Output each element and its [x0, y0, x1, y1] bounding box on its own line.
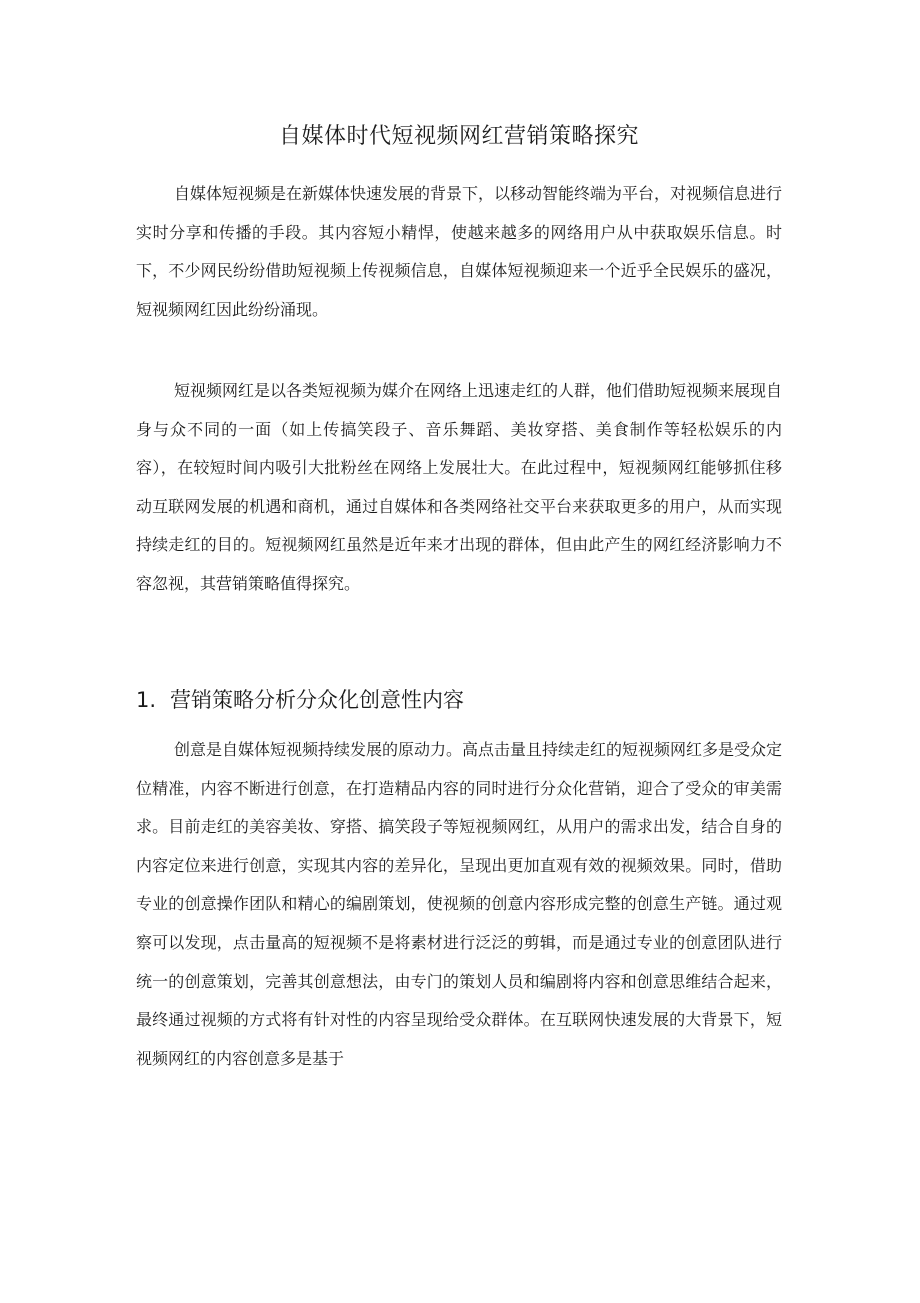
section-1-number: 1. [136, 688, 157, 712]
document-title: 自媒体时代短视频网红营销策略探究 [278, 124, 639, 149]
section-1-heading [136, 685, 782, 715]
intro-paragraph-1: 自媒体短视频是在新媒体快速发展的背景下，以移动智能终端为平台，对视频信息进行实时分享和传播的手段。其内容短小精悍，使越来越多的网络用户从中获取娱乐信息。时下，不少网民纷纷借助短视频上传视频信息，自媒体短视频迎来一个近乎全民娱乐的盛况，短视频网红因此纷纷涌现。 [136, 184, 783, 319]
intro-paragraph-2: 短视频网红是以各类短视频为媒介在网络上迅速走红的人群，他们借助短视频来展现自身与众不同的一面（如上传搞笑段子、音乐舞蹈、美妆穿搭、美食制作等轻松娱乐的内容），在较短时间内吸引大批粉丝在网络上发展壮大。在此过程中，短视频网红能够抓住移动互联网发展的机遇和商机，通过自媒体和各类网络社交平台来获取更多的用户，从而实现持续走红的目的。短视频网红虽然是近年来才出现的群体，但由此产生的网红经济影响力不容忽视，其营销策略值得探究。 [136, 381, 783, 593]
section-1-title: 营销策略分析分众化创意性内容 [170, 688, 464, 712]
section-1-paragraph: 创意是自媒体短视频持续发展的原动力。高点击量且持续走红的短视频网红多是受众定位精准，内容不断进行创意，在打造精品内容的同时进行分众化营销，迎合了受众的审美需求。目前走红的美容美妆、穿搭、搞笑段子等短视频网红，从用户的需求出发，结合自身的内容定位来进行创意，实现其内容的差异化，呈现出更加直观有效的视频效果。同时，借助专业的创意操作团队和精心的编剧策划，使视频的创意内容形成完整的创意生产链。通过观察可以发现，点击量高的短视频不是将素材进行泛泛的剪辑，而是通过专业的创意团队进行统一的创意策划，完善其创意想法，由专门的策划人员和编剧将内容和创意思维结合起来，最终通过视频的方式将有针对性的内容呈现给受众群体。在互联网快速发展的大背景下，短视频网红的内容创意多是基于 [136, 740, 783, 1068]
